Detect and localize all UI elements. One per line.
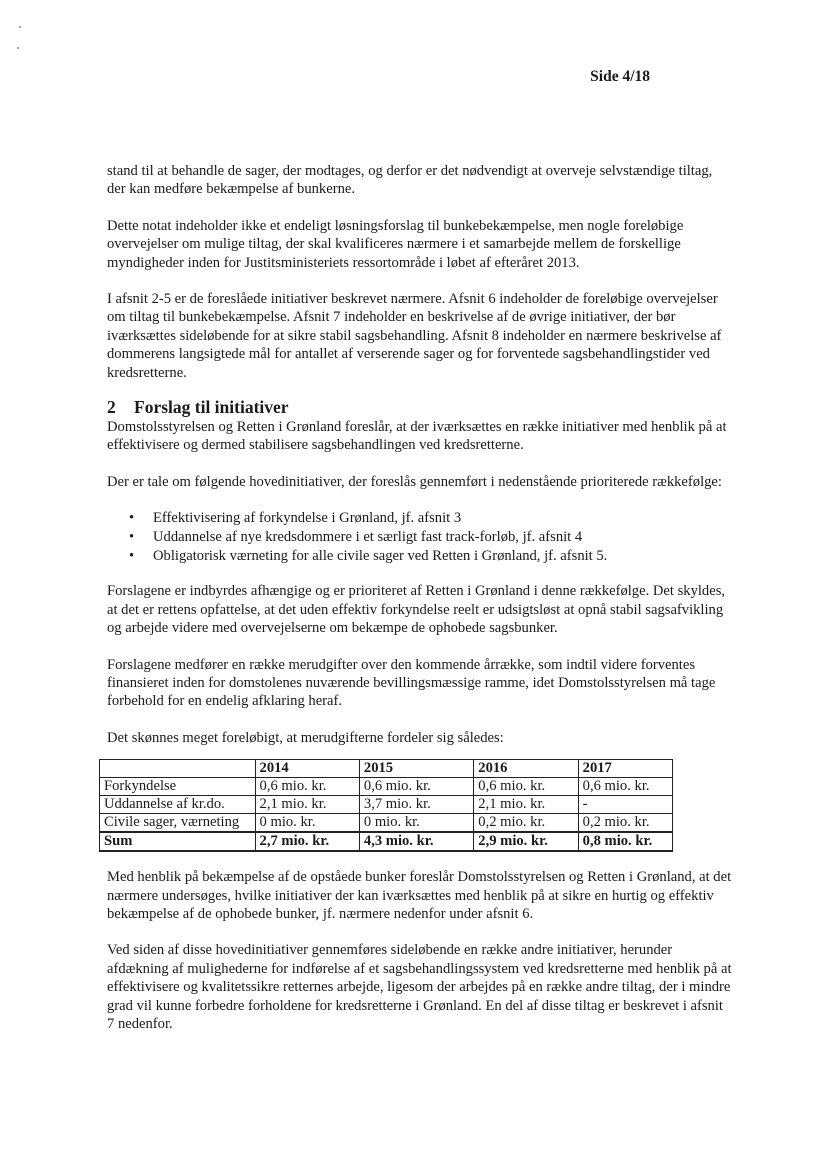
paragraph: Dette notat indeholder ikke et endeligt løsningsforslag til bunkebekæmpelse, men nogle foreløbige overvejelser om mulige tiltag, der skal kvalificeres nærmere i et samarbejde mellem de forskellige myndigheder inden for Justitsministeriets ressortområde i løbet af efteråret 2013.	[107, 217, 684, 271]
section-title: Forslag til initiativer	[134, 397, 289, 418]
page-number: Side 4/18	[590, 68, 650, 85]
paragraph: Forslagene er indbyrdes afhængige og er prioriteret af Retten i Grønland i denne rækkefølge. Det skyldes, at det er rettens opfattelse, at det uden effektiv forkyndelse reelt er udsigtsløst at opnå stabil sagsafvikling og arbejde videre med overvejelserne om bekæmpe de ophobede sagsbunker.	[107, 583, 726, 637]
table-cell: 2,7 mio. kr.	[255, 832, 359, 851]
table-header-cell: 2015	[359, 760, 473, 778]
scan-speck	[19, 26, 21, 28]
table-cell: 0 mio. kr.	[255, 814, 359, 833]
table-row	[100, 778, 673, 796]
list-item: • Effektivisering af forkyndelse i Grønland, jf. afsnit 3	[129, 510, 462, 527]
table-cell: 2,9 mio. kr.	[474, 832, 578, 851]
bullet-icon: •	[129, 529, 135, 546]
table-header-cell: 2016	[474, 760, 578, 778]
paragraph: stand til at behandle de sager, der modtages, og derfor er det nødvendigt at overveje selvstændige tiltag, der kan medføre bekæmpelse af bunkerne.	[107, 163, 713, 198]
table-row	[100, 814, 673, 833]
table-cell: Sum	[100, 832, 256, 851]
table-row	[100, 796, 673, 814]
table-cell: 2,1 mio. kr.	[474, 796, 578, 814]
table-cell: 0,6 mio. kr.	[578, 778, 672, 796]
cost-table	[99, 759, 673, 852]
table-cell: 4,3 mio. kr.	[359, 832, 473, 851]
table-cell: Forkyndelse	[100, 778, 256, 796]
table-cell: -	[578, 796, 672, 814]
document-body	[104, 162, 732, 1051]
paragraph: Det skønnes meget foreløbigt, at merudgifterne fordeler sig således:	[107, 729, 504, 746]
table-cell: 0,6 mio. kr.	[474, 778, 578, 796]
table-cell: Uddannelse af kr.do.	[100, 796, 256, 814]
list-item: • Obligatorisk værneting for alle civile sager ved Retten i Grønland, jf. afsnit 5.	[129, 548, 608, 565]
table-header-cell: 2014	[255, 760, 359, 778]
table-cell: 0,6 mio. kr.	[359, 778, 473, 796]
paragraph: Der er tale om følgende hovedinitiativer, der foreslås gennemført i nedenstående prioriterede rækkefølge:	[107, 473, 722, 490]
scan-speck	[17, 47, 19, 49]
paragraph: Med henblik på bekæmpelse af de opståede bunker foreslår Domstolsstyrelsen og Retten i Grønland, at det nærmere undersøges, hvilke initiativer der kan iværksættes med henblik på at sikre en hurtig og effektiv bekæmpelse af de ophobede bunker, jf. nærmere nedenfor under afsnit 6.	[107, 869, 732, 922]
paragraph: Ved siden af disse hovedinitiativer gennemføres sideløbende en række andre initiativer, herunder afdækning af mulighederne for indførelse af et sagsbehandlingssystem ved kredsretterne med henblik på at effektivisere og kvalitetssikre retternes arbejde, ligesom der arbejdes på en række andre tiltag, der i mindre grad vil kunne forbedre forholdene for kredsretterne i Grønland. En del af disse tiltag er beskrevet i afsnit 7 nedenfor.	[107, 942, 732, 1032]
section-heading	[107, 396, 732, 418]
table-header-cell	[100, 760, 256, 778]
table-cell: 0,8 mio. kr.	[578, 832, 672, 851]
table-cell: 0,6 mio. kr.	[255, 778, 359, 796]
initiatives-list	[107, 509, 732, 566]
bullet-icon: •	[129, 510, 135, 527]
paragraph: I afsnit 2-5 er de foreslåede initiativer beskrevet nærmere. Afsnit 6 indeholder de foreløbige overvejelser om tiltag til bunkebekæmpelse. Afsnit 7 indeholder en beskrivelse af de øvrige initiativer, der bør iværksættes sideløbende for at sikre stabil sagsbehandling. Afsnit 8 indeholder en nærmere beskrivelse af dommerens langsigtede mål for antallet af verserende sager og for forventede sagsbehandlingstider ved kredsretterne.	[107, 291, 722, 381]
table-cell: 0 mio. kr.	[359, 814, 473, 833]
table-cell: 3,7 mio. kr.	[359, 796, 473, 814]
bullet-icon: •	[129, 548, 135, 565]
table-cell: Civile sager, værneting	[100, 814, 256, 833]
list-item: • Uddannelse af nye kredsdommere i et særligt fast track-forløb, jf. afsnit 4	[129, 529, 583, 546]
table-sum-row	[100, 832, 673, 851]
section-number: 2	[107, 397, 116, 418]
table-cell: 0,2 mio. kr.	[474, 814, 578, 833]
table-cell: 0,2 mio. kr.	[578, 814, 672, 833]
table-header-cell: 2017	[578, 760, 672, 778]
table-header-row	[100, 760, 673, 778]
paragraph: Forslagene medfører en række merudgifter over den kommende årrække, som indtil videre forventes finansieret inden for domstolenes nuværende bevillingsmæssige ramme, idet Domstolsstyrelsen må tage forbehold for en endelig afklaring heraf.	[107, 656, 716, 710]
paragraph: Domstolsstyrelsen og Retten i Grønland foreslår, at der iværksættes en række initiativer med henblik på at effektivisere og dermed stabilisere sagsbehandlingen ved kredsretterne.	[107, 419, 727, 454]
table-cell: 2,1 mio. kr.	[255, 796, 359, 814]
